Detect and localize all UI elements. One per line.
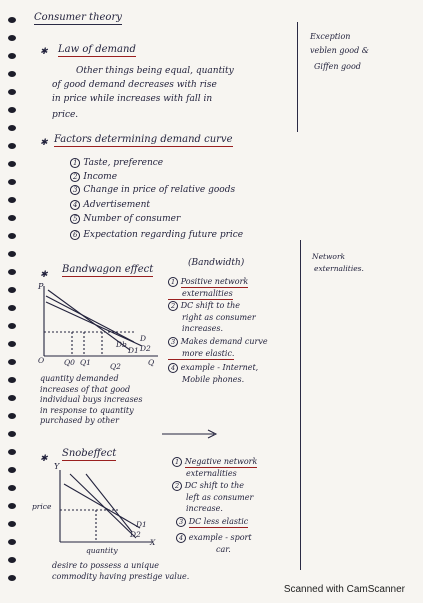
snob-note	[52, 560, 189, 582]
circled-number: 2	[70, 172, 80, 182]
list-item	[70, 230, 243, 240]
scanner-watermark: Scanned with CamScanner	[283, 584, 405, 595]
graph-label-q: Q	[148, 358, 155, 367]
graph-label-p: P	[38, 282, 44, 291]
law-heading: Law of demand	[58, 44, 136, 55]
point-text: example - Internet,	[180, 363, 259, 372]
circled-number: 3	[168, 337, 178, 347]
exception-line-3: Giffen good	[314, 62, 361, 71]
note-line: desire to possess a unique	[52, 561, 160, 570]
point-text: externalities	[186, 469, 237, 478]
snob-label-y: Y	[54, 462, 60, 471]
snob-curve-d3	[64, 484, 140, 528]
snob-graph	[40, 466, 160, 556]
list-item-text: Taste, preference	[83, 158, 164, 168]
bandwagon-heading: Bandwagon effect	[62, 264, 154, 275]
snob-label-d2: D2	[130, 530, 141, 539]
note-line: in response to quantity	[40, 405, 134, 415]
bandwagon-sub: (Bandwidth)	[188, 258, 245, 268]
point-text: Negative network	[184, 457, 258, 466]
graph-label-q2: Q2	[110, 362, 121, 371]
list-item	[70, 200, 150, 210]
bullet-icon: ✱	[40, 47, 48, 57]
circled-number: 6	[70, 230, 80, 240]
list-item-text: Change in price of relative goods	[83, 185, 236, 195]
graph-label-dd: D1	[128, 346, 139, 355]
point-text: DC shift to the	[184, 481, 244, 490]
point-text: increase.	[186, 504, 223, 513]
graph-label-d: D	[140, 334, 147, 343]
snob-heading: Snobeffect	[62, 448, 117, 459]
note-line: increases of that good	[40, 384, 131, 394]
graph-label-d2: D2	[140, 344, 151, 353]
point-text: right as consumer	[182, 313, 256, 322]
list-item	[70, 185, 235, 195]
bandwagon-point-4	[168, 362, 258, 385]
note-line: quantity demanded	[40, 374, 119, 383]
circled-number: 4	[168, 363, 178, 373]
bandwagon-curve-d	[46, 296, 134, 342]
point-text: Positive network	[180, 277, 249, 286]
column-divider-top	[297, 22, 298, 132]
law-text-2: of good demand decreases with rise	[52, 80, 217, 90]
point-text: DC shift to the	[180, 301, 240, 310]
circled-number: 1	[70, 158, 80, 168]
point-text: more elastic.	[168, 349, 234, 360]
point-text: example - sport	[188, 533, 252, 542]
list-item-text: Advertisement	[83, 200, 151, 210]
snob-label-x: X	[150, 538, 156, 547]
bullet-icon: ✱	[40, 270, 48, 280]
circled-number: 3	[176, 517, 186, 527]
point-text: increases.	[182, 324, 224, 333]
snob-label-quantity: quantity	[86, 546, 118, 555]
list-item-text: Expectation regarding future price	[83, 230, 244, 240]
law-text-3: in price while increases with fall in	[52, 94, 213, 104]
graph-label-o: O	[38, 356, 45, 365]
network-line-2: externalities.	[314, 264, 364, 273]
point-text: car.	[216, 545, 231, 554]
list-item-text: Income	[83, 172, 118, 182]
circled-number: 1	[172, 457, 182, 467]
list-item	[70, 214, 180, 224]
bandwagon-point-1	[168, 276, 248, 299]
note-line: commodity having prestige value.	[52, 572, 190, 581]
exception-line-2: veblen good &	[310, 46, 369, 55]
bandwagon-point-2	[168, 300, 256, 334]
list-item-text: Number of consumer	[83, 214, 181, 224]
page-title: Consumer theory	[34, 12, 122, 23]
bandwagon-note	[40, 374, 143, 427]
circled-number: 2	[168, 301, 178, 311]
snob-curve-d2	[86, 474, 132, 532]
circled-number: 3	[70, 185, 80, 195]
snob-point-3	[176, 516, 248, 528]
graph-label-q1: Q1	[80, 358, 91, 367]
graph-label-q0: Q0	[64, 358, 75, 367]
circled-number: 2	[172, 481, 182, 491]
point-text: DC less elastic	[188, 517, 249, 526]
snob-point-4	[176, 532, 252, 555]
note-line: purchased by other	[40, 416, 119, 425]
law-text-1: Other things being equal, quantity	[76, 66, 234, 76]
circled-number: 1	[168, 277, 178, 287]
exception-line-1: Exception	[310, 32, 351, 41]
bullet-icon: ✱	[40, 138, 48, 148]
bandwagon-point-3	[168, 336, 268, 359]
bullet-icon: ✱	[40, 454, 48, 464]
snob-point-1	[172, 456, 257, 479]
point-text: left as consumer	[186, 493, 254, 502]
point-text: Mobile phones.	[182, 375, 245, 384]
bandwagon-graph	[34, 282, 164, 372]
column-divider-middle	[300, 240, 301, 570]
snob-label-price: price	[32, 502, 52, 511]
snob-point-2	[172, 480, 253, 514]
spiral-binding-icon	[4, 8, 20, 593]
list-item	[70, 172, 117, 182]
point-text: externalities	[168, 289, 233, 300]
arrow-icon	[160, 428, 220, 440]
circled-number: 5	[70, 214, 80, 224]
snob-label-d1: D1	[136, 520, 147, 529]
circled-number: 4	[176, 533, 186, 543]
network-line-1: Network	[312, 252, 346, 261]
law-text-4: price.	[52, 110, 79, 120]
factors-heading: Factors determining demand curve	[54, 134, 233, 145]
circled-number: 4	[70, 200, 80, 210]
note-line: individual buys increases	[40, 395, 143, 404]
list-item	[70, 158, 163, 168]
graph-label-db: Db	[116, 340, 127, 349]
point-text: Makes demand curve	[180, 337, 268, 346]
